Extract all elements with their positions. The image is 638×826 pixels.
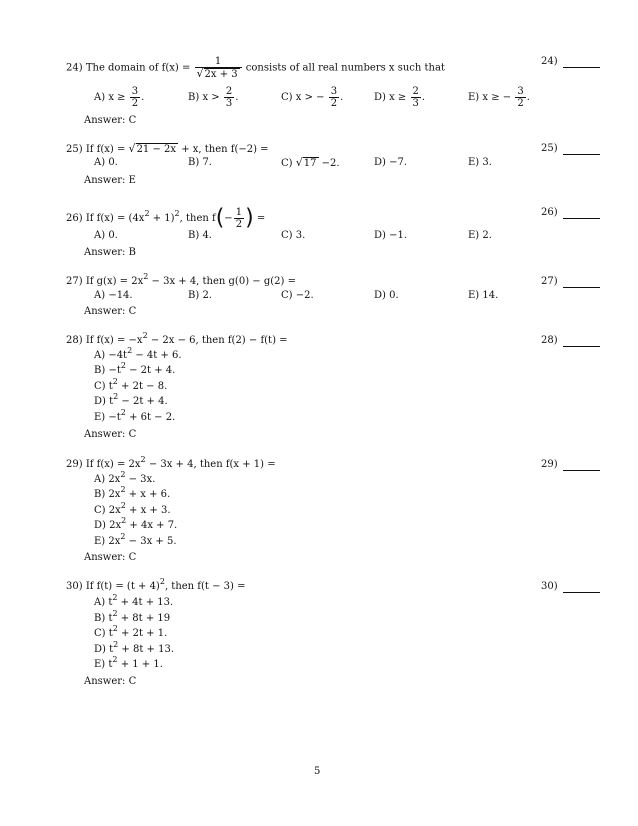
answer-line: Answer: C — [84, 306, 137, 317]
radical-icon: √ — [295, 156, 303, 169]
stem-text: The domain of f(x) = — [85, 62, 194, 74]
question-30-stem: 30) If $f(t) = (t + 4)^2$, then f(t − 3) = — [66, 577, 246, 592]
choice-b: B) x > $\frac{2}{3}$ . — [188, 86, 239, 109]
answer-line: Answer: B — [84, 247, 136, 258]
question-number: 24) — [66, 62, 83, 74]
choice-e: $E) -t^2 + 6t - 2$. — [94, 408, 176, 423]
question-number: 25) — [66, 144, 83, 155]
question-28-stem: 28) If $f(x) = -x^2 - 2x - 6$, then f(2) − f(t) = — [66, 331, 288, 346]
answer-slot-number: 29) — [541, 459, 558, 470]
choice-b: B) $t^2 + 8t + 19$ — [94, 609, 171, 624]
choice-d: D) $t^2 - 2t + 4$. — [94, 392, 168, 407]
answer-line: Answer: E — [84, 175, 136, 186]
choice-c: C) 3. — [281, 230, 306, 241]
choice-d: D) $2x^2 + 4x + 7$. — [94, 516, 178, 531]
answer-slot-number: 27) — [541, 276, 558, 287]
left-paren-icon: ( — [215, 205, 225, 231]
question-25-stem: 25) If f(x) = √21 − 2x + x, then f(−2) = — [66, 142, 269, 155]
answer-blank[interactable] — [563, 592, 600, 593]
question-number: 28) — [66, 335, 83, 346]
numerator: 1 — [195, 56, 242, 68]
question-number: 27) — [66, 276, 83, 287]
choice-e: E) $2x^2 - 3x + 5$. — [94, 532, 177, 547]
question-number: 26) — [66, 213, 83, 224]
choice-a: A) x ≥ $\frac{3}{2}$ . — [94, 86, 145, 109]
choice-a: A) 0. — [94, 230, 118, 241]
answer-slot-number: 24) — [541, 56, 558, 67]
answer-slot-number: 26) — [541, 207, 558, 218]
choice-b: B) 2. — [188, 290, 212, 301]
choice-a: A) 0. — [94, 157, 118, 168]
radical-icon: √ — [128, 142, 136, 155]
answer-slot-number: 25) — [541, 143, 558, 154]
choice-b: $B) -t^2 - 2t + 4$. — [94, 361, 176, 376]
choice-e: E) 14. — [468, 290, 499, 301]
answer-blank[interactable] — [563, 67, 600, 68]
answer-blank[interactable] — [563, 154, 600, 155]
answer-blank[interactable] — [563, 470, 600, 471]
choice-e: E) 3. — [468, 157, 492, 168]
answer-blank[interactable] — [563, 218, 600, 219]
choice-a: A) −14. — [94, 290, 133, 301]
question-24-stem — [66, 56, 445, 80]
choice-a: A) $t^2 + 4t + 13$. — [94, 593, 174, 608]
choice-c: C) x > − $\frac{3}{2}$ . — [281, 86, 344, 109]
choice-b: B) 7. — [188, 157, 212, 168]
question-29-stem: 29) If $f(x) = 2x^2 - 3x + 4$, then f(x + 1) = — [66, 455, 276, 470]
question-27-stem: 27) If $g(x) = 2x^2 - 3x + 4$, then g(0) − g(2) = — [66, 272, 296, 287]
answer-blank[interactable] — [563, 287, 600, 288]
choice-d: D) −1. — [374, 230, 408, 241]
choice-d: D) −7. — [374, 157, 408, 168]
choice-c: C) $t^2 + 2t + 1$. — [94, 624, 168, 639]
fraction — [195, 56, 242, 80]
choice-e: E) 2. — [468, 230, 492, 241]
question-26-stem: 26) If $f(x) = (4x^2 + 1)^2$, then f(− $\frac{1}{2}$ ) = — [66, 205, 266, 231]
answer-line: Answer: C — [84, 552, 137, 563]
choice-e: E) x ≥ − $\frac{3}{2}$ . — [468, 86, 530, 109]
choice-c: C) √17 −2. — [281, 156, 340, 169]
right-paren-icon: ) — [245, 205, 254, 231]
answer-line: Answer: C — [84, 676, 137, 687]
choice-d: D) $t^2 + 8t + 13$. — [94, 640, 174, 655]
answer-line: Answer: C — [84, 429, 137, 440]
answer-slot-number: 28) — [541, 335, 558, 346]
answer-line: Answer: C — [84, 115, 137, 126]
choice-d: D) 0. — [374, 290, 399, 301]
choice-c: C) $t^2 + 2t - 8$. — [94, 377, 168, 392]
question-number: 29) — [66, 459, 83, 470]
choice-d: D) x ≥ $\frac{2}{3}$ . — [374, 86, 426, 109]
answer-blank[interactable] — [563, 346, 600, 347]
stem-text: consists of all real numbers x such that — [242, 62, 445, 74]
choice-c: C) −2. — [281, 290, 314, 301]
radicand: 2x + 3 — [204, 69, 238, 80]
choice-b: B) 4. — [188, 230, 212, 241]
choice-b: B) $2x^2 + x + 6$. — [94, 485, 171, 500]
choice-e: E) $t^2 + 1 + 1$. — [94, 655, 163, 670]
radical-icon: √ — [196, 67, 204, 80]
answer-slot-number: 30) — [541, 581, 558, 592]
choice-a: A) $2x^2 - 3x$. — [94, 470, 156, 485]
choice-a: $A) -4t^2 - 4t + 6$. — [94, 346, 182, 361]
question-number: 30) — [66, 581, 83, 592]
choice-c: C) $2x^2 + x + 3$. — [94, 501, 171, 516]
page-number: 5 — [314, 766, 321, 777]
